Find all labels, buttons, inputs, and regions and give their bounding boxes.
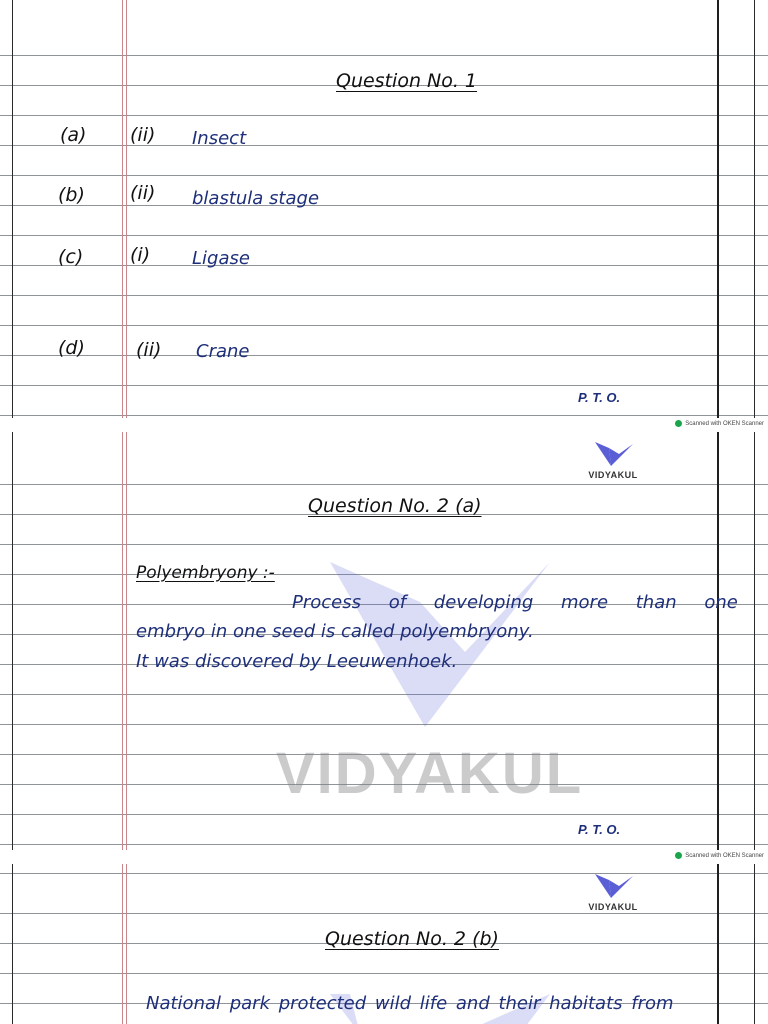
logo-text: VIDYAKUL (588, 470, 638, 480)
answer-text: Crane (196, 341, 250, 362)
margin-line (122, 864, 123, 1024)
answer-part-label: (a) (60, 124, 87, 146)
pto-note: P. T. O. (578, 390, 621, 405)
question-heading: Question No. 1 (336, 70, 478, 92)
answer-text: blastula stage (192, 188, 320, 209)
page-border-right (717, 0, 719, 418)
page-border-left (12, 864, 13, 1024)
brand-logo (583, 872, 643, 912)
scanner-logo-icon (675, 852, 682, 859)
watermark-brand-text: VIDYAKUL (276, 741, 584, 806)
notebook-page-2 (0, 432, 768, 850)
term-heading: Polyembryony :- (136, 563, 275, 583)
page-border-left (12, 0, 13, 418)
margin-line (126, 0, 127, 418)
pto-note: P. T. O. (578, 822, 621, 837)
answer-line: It was discovered by Leeuwenhoek. (136, 651, 458, 672)
answer-part-label: (b) (58, 184, 85, 206)
answer-text: Ligase (192, 248, 250, 269)
page-gap (0, 850, 768, 864)
margin-line (122, 432, 123, 850)
answer-part-label: (c) (58, 246, 84, 268)
scanner-logo-icon (675, 420, 682, 427)
vidyakul-watermark-icon (300, 542, 560, 742)
page-border-right (717, 432, 719, 850)
answer-text: Insect (192, 128, 247, 149)
page-border-right-outer (754, 432, 755, 850)
page-gap (0, 418, 768, 432)
page-border-left (12, 432, 13, 850)
margin-line (126, 432, 127, 850)
answer-line (292, 592, 738, 613)
margin-line (122, 0, 123, 418)
page-border-right-outer (754, 864, 755, 1024)
answer-line: National park protected wild life and their habitats from (146, 993, 674, 1014)
answer-part-label: (d) (58, 337, 85, 359)
page-border-right-outer (754, 0, 755, 418)
scanner-stamp (675, 420, 764, 427)
answer-option-label: (ii) (130, 182, 156, 204)
page-border-right (717, 864, 719, 1024)
scanner-stamp (675, 852, 764, 859)
answer-line-text: Process of developing more than one (292, 592, 738, 613)
scanner-label: Scanned with OKEN Scanner (685, 852, 764, 859)
answer-option-label: (ii) (136, 339, 162, 361)
notebook-page-1 (0, 0, 768, 418)
vidyakul-logo-icon (591, 440, 635, 468)
margin-line (126, 864, 127, 1024)
vidyakul-logo-icon (591, 872, 635, 900)
answer-line: embryo in one seed is called polyembryony. (136, 621, 534, 642)
question-heading: Question No. 2 (b) (325, 928, 499, 950)
question-heading: Question No. 2 (a) (308, 495, 482, 517)
answer-option-label: (ii) (130, 124, 156, 146)
scanner-label: Scanned with OKEN Scanner (685, 420, 764, 427)
notebook-page-3 (0, 864, 768, 1024)
logo-text: VIDYAKUL (588, 902, 638, 912)
answer-option-label: (i) (130, 244, 151, 266)
brand-logo (583, 440, 643, 480)
